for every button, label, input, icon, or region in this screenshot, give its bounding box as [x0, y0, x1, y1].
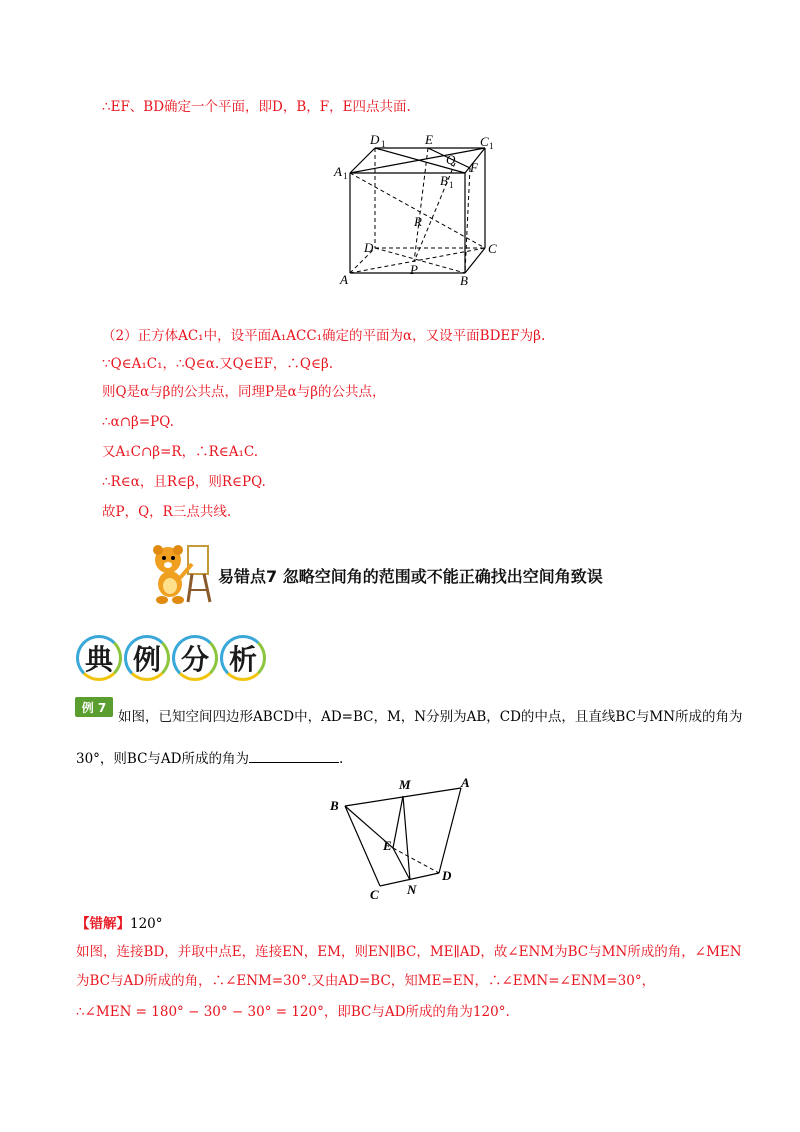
text-line: ∴R∈α，且R∈β，则R∈PQ.: [102, 474, 266, 490]
label-N: N: [407, 882, 417, 897]
label-Q: Q: [446, 152, 456, 167]
text-line: ∵Q∈A₁C₁，∴Q∈α.又Q∈EF，∴Q∈β.: [102, 356, 334, 372]
label-C: C: [370, 887, 379, 902]
label-A1: A: [334, 164, 342, 179]
cube-figure: [330, 128, 510, 290]
label-R: R: [414, 214, 422, 229]
example-analysis-banner: [76, 635, 266, 683]
quadrilateral-figure: [325, 776, 485, 906]
question-line: [76, 750, 343, 768]
text-line: （2）正方体AC₁中，设平面A₁ACC₁确定的平面为α，又设平面BDEF为β.: [102, 328, 546, 344]
label-sub: 1: [343, 171, 348, 181]
label-A: A: [461, 776, 470, 790]
label-A: A: [340, 272, 348, 287]
text-line: 则Q是α与β的公共点，同理P是α与β的公共点，: [102, 384, 386, 400]
explanation-line: ∴∠MEN = 180° − 30° − 30° = 120°，即BC与AD所成的角为120°.: [76, 1004, 510, 1020]
label-B1: B: [440, 173, 448, 188]
text-line: 故P，Q，R三点共线.: [102, 504, 232, 520]
label-sub: 1: [381, 139, 386, 149]
example-badge: 例 7: [75, 697, 113, 717]
question-text: 30°，则BC与AD所成的角为: [76, 751, 250, 767]
explanation-line: 为BC与AD所成的角，∴∠ENM=30°.又由AD=BC，知ME=EN，∴∠EMN=∠ENM=30°，: [76, 973, 656, 989]
answer-blank: [249, 750, 339, 763]
section-heading: 易错点7 忽略空间角的范围或不能正确找出空间角致误: [218, 567, 603, 586]
label-C: C: [488, 241, 497, 256]
label-C1: C: [480, 134, 489, 149]
wrong-solution-label: [76, 915, 163, 933]
label-M: M: [399, 777, 411, 792]
question-line: 如图，已知空间四边形ABCD中，AD=BC，M，N分别为AB，CD的中点，且直线BC与MN所成的角为: [118, 709, 743, 725]
label-B: B: [330, 798, 339, 813]
wrong-solution-tag: 【错解】: [76, 916, 130, 932]
banner-char: 例: [124, 635, 170, 681]
label-sub: 1: [449, 180, 454, 190]
label-E: E: [383, 838, 392, 853]
mascot-illustration: [148, 542, 214, 606]
label-F: F: [470, 160, 478, 175]
wrong-solution-value: 120°: [130, 916, 163, 932]
label-D: D: [364, 240, 374, 255]
label-B: B: [460, 273, 468, 288]
label-D: D: [442, 868, 452, 883]
label-P: P: [410, 262, 418, 277]
label-E: E: [425, 132, 433, 147]
label-D1: D: [370, 132, 380, 147]
text-line: 又A₁C∩β=R，∴R∈A₁C.: [102, 444, 259, 460]
text-line: ∴α∩β=PQ.: [102, 414, 174, 430]
label-sub: 1: [489, 141, 494, 151]
banner-char: 析: [220, 635, 266, 681]
explanation-line: 如图，连接BD，并取中点E，连接EN，EM，则EN∥BC，ME∥AD，故∠ENM为BC与MN所成的角，∠MEN: [76, 944, 742, 960]
text-line: ∴EF、BD确定一个平面，即D，B，F，E四点共面.: [102, 99, 411, 115]
question-period: .: [339, 751, 344, 767]
banner-char: 分: [172, 635, 218, 681]
banner-char: 典: [76, 635, 122, 681]
